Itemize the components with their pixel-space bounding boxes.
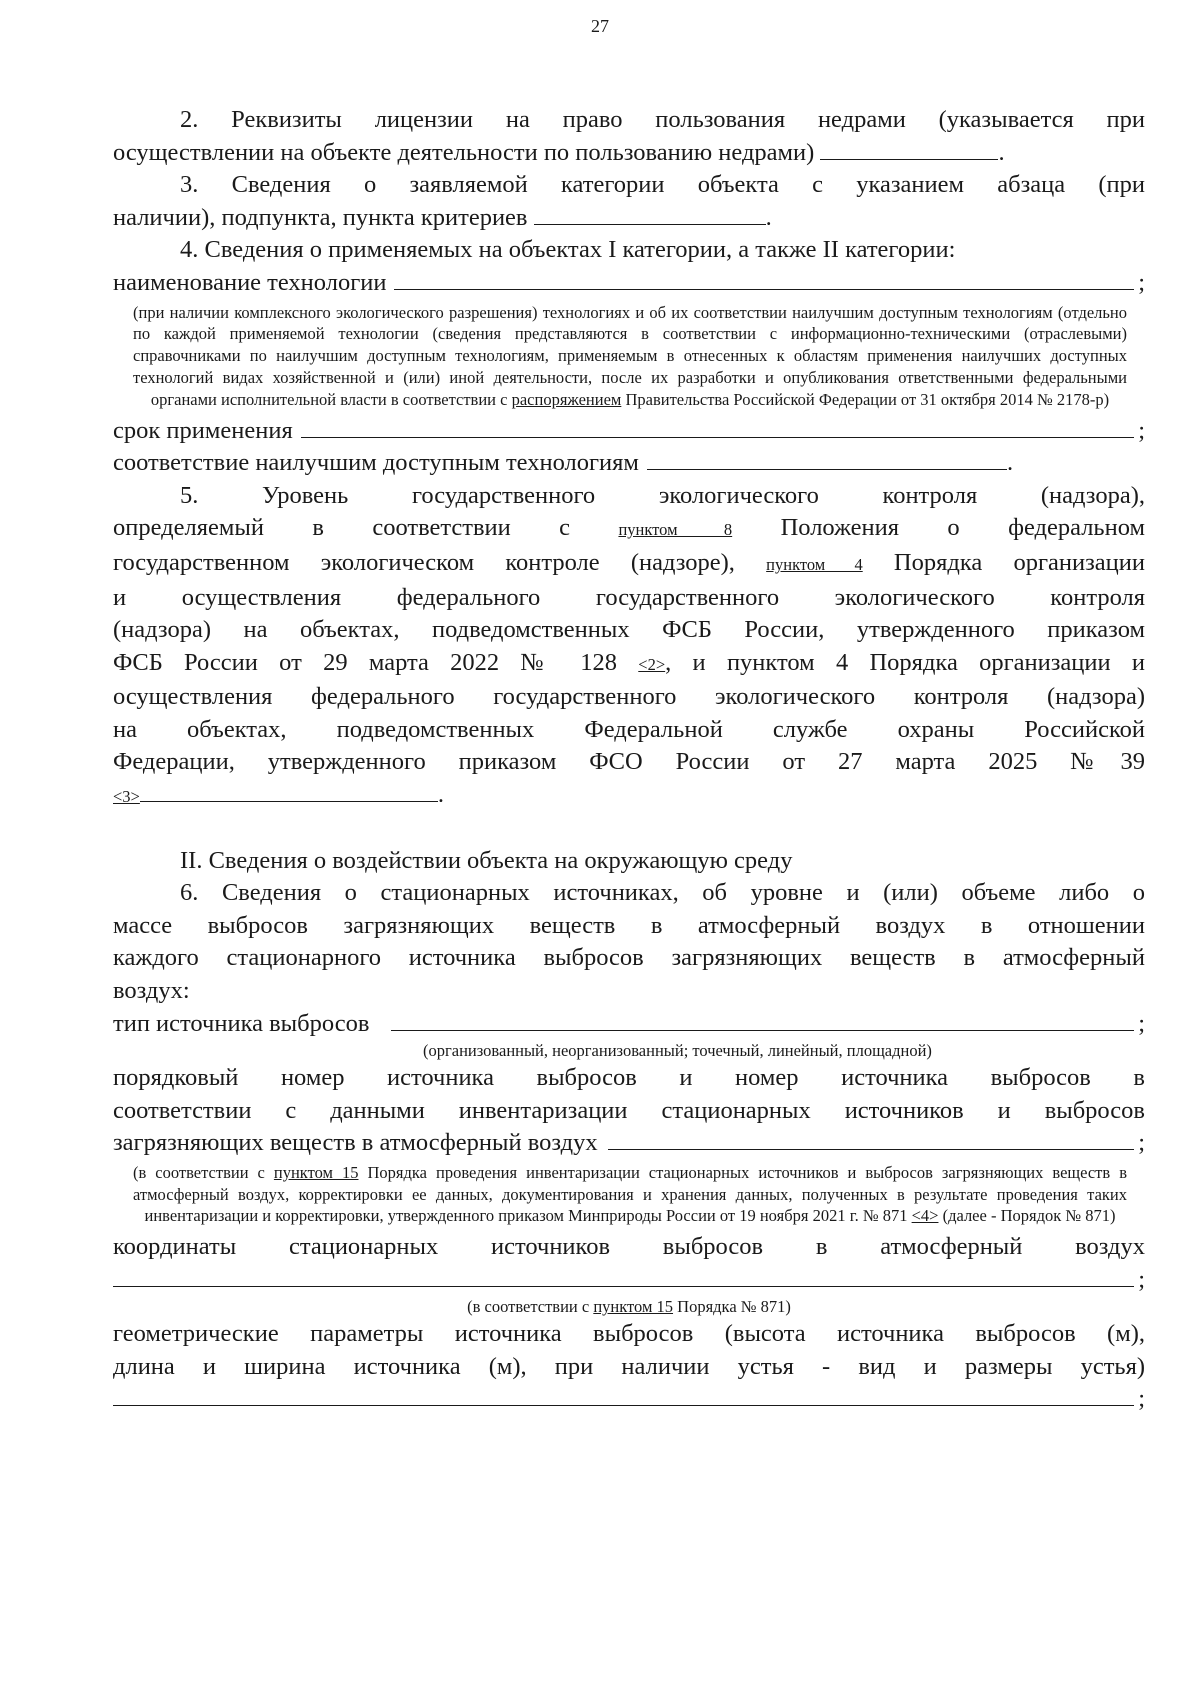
coords-point15-link[interactable]: пунктом 15 xyxy=(593,1297,674,1317)
compliance-blank[interactable] xyxy=(647,447,1007,470)
technology-note: (при наличии комплексного экологического разрешения) технологиях и об их соответствии наилучшим доступным технологиям (отдельно по каждой применяемой технологии (сведения представляются в соответствии с информационно-техническими (отраслевыми) справочниками по наилучшим доступным технологиям, применяемым в отнесенных к областям применения наилучших доступных технологий видах хозяйственной и (или) иной деятельности, после их разработки и опубликования ответственными федеральными органами исполнительной власти в соответствии с распоряжением Правительства Российской Федерации от 31 октября 2014 № 2178-р) xyxy=(133,302,1127,409)
control-level-blank[interactable] xyxy=(140,779,438,802)
coords-row: ; xyxy=(113,1264,1145,1297)
coords-note: (в соответствии с пунктом 15 Порядка № 871) xyxy=(467,1297,791,1317)
item5-line5: (надзора) на объектах, подведомственных ФСБ России, утвержденного приказом xyxy=(113,616,1145,644)
term-blank[interactable] xyxy=(301,415,1134,438)
seq-label: загрязняющих веществ в атмосферный воздух xyxy=(113,1129,598,1157)
geom-row: ; xyxy=(113,1383,1145,1416)
item6-line2: массе выбросов загрязняющих веществ в атмосферный воздух в отношении xyxy=(113,911,1145,939)
item5-line6: ФСБ России от 29 марта 2022 № 128 <2>, и пунктом 4 Порядка организации и xyxy=(113,648,1146,676)
term-label: срок применения xyxy=(113,416,293,444)
technology-row: наименование технологии ; xyxy=(113,267,1145,300)
geom-blank[interactable] xyxy=(113,1383,1134,1406)
item6-line3: каждого стационарного источника выбросов загрязняющих веществ в атмосферный xyxy=(113,944,1145,972)
item3-line2: наличии), подпункта, пункта критериев . xyxy=(113,203,772,231)
seq-note: (в соответствии с пунктом 15 Порядка проведения инвентаризации стационарных источников и выбросов загрязняющих веществ в атмосферный воздух, корректировки ее данных, документирования и хранения данных, полученных в результате проведения таких инвентаризации и корректировки, утвержденного приказом Минприроды России от 19 ноября 2021 г. № 871 <4> (далее - Порядок № 871) xyxy=(133,1162,1127,1226)
seq-line1: порядковый номер источника выбросов и номер источника выбросов в xyxy=(113,1064,1145,1092)
item6-line4: воздух: xyxy=(113,977,190,1005)
source-type-label: тип источника выбросов xyxy=(113,1009,370,1037)
ref3-link[interactable]: <3> xyxy=(113,787,140,807)
item5-line7: осуществления федерального государственного экологического контроля (надзора) xyxy=(113,683,1145,711)
item2-line2: осуществлении на объекте деятельности по пользованию недрами) . xyxy=(113,138,1005,166)
geom-line1: геометрические параметры источника выбросов (высота источника выбросов (м), xyxy=(113,1320,1145,1348)
item5-line3: государственном экологическом контроле (надзоре), пунктом 4 Порядка организации xyxy=(113,548,1145,576)
point15-link[interactable]: пунктом 15 xyxy=(273,1162,359,1182)
source-type-blank[interactable] xyxy=(391,1008,1134,1031)
compliance-row: соответствие наилучшим доступным технологиям . xyxy=(113,447,1145,480)
section2-title: II. Сведения о воздействии объекта на окружающую среду xyxy=(180,846,793,874)
item6-line1: 6. Сведения о стационарных источниках, об уровне и (или) объеме либо о xyxy=(180,879,1145,907)
ref4-link[interactable]: <4> xyxy=(911,1206,939,1226)
seq-blank[interactable] xyxy=(608,1127,1135,1150)
item5-line2: определяемый в соответствии с пунктом 8 Положения о федеральном xyxy=(113,514,1145,542)
item5-line10: <3> . xyxy=(113,781,444,809)
point8-link[interactable]: пунктом 8 xyxy=(618,520,733,540)
item3-line1: 3. Сведения о заявляемой категории объекта с указанием абзаца (при xyxy=(180,171,1145,199)
source-type-row: тип источника выбросов ; xyxy=(113,1008,1145,1041)
order-link[interactable]: распоряжением xyxy=(511,389,622,409)
item5-line4: и осуществления федерального государственного экологического контроля xyxy=(113,583,1145,611)
source-type-note: (организованный, неорганизованный; точечный, линейный, площадной) xyxy=(423,1041,932,1061)
category-blank[interactable] xyxy=(534,202,766,225)
seq-row: загрязняющих веществ в атмосферный воздух ; xyxy=(113,1127,1145,1160)
page-number: 27 xyxy=(591,16,609,36)
coords-line: координаты стационарных источников выбросов в атмосферный воздух xyxy=(113,1233,1145,1261)
technology-blank[interactable] xyxy=(394,267,1134,290)
item5-line1: 5. Уровень государственного экологического контроля (надзора), xyxy=(180,481,1145,509)
coords-blank[interactable] xyxy=(113,1264,1134,1287)
license-blank[interactable] xyxy=(820,137,998,160)
item2-line1: 2. Реквизиты лицензии на право пользования недрами (указывается при xyxy=(180,106,1145,133)
compliance-label: соответствие наилучшим доступным технологиям xyxy=(113,449,639,477)
item5-line9: Федерации, утвержденного приказом ФСО России от 27 марта 2025 №39 xyxy=(113,748,1145,776)
document-body xyxy=(113,104,1145,1416)
term-row: срок применения ; xyxy=(113,415,1145,448)
item4-line1: 4. Сведения о применяемых на объектах I категории, а также II категории: xyxy=(180,236,956,264)
seq-line2: соответствии с данными инвентаризации стационарных источников и выбросов xyxy=(113,1096,1145,1124)
ref2-link[interactable]: <2> xyxy=(638,654,666,674)
geom-line2: длина и ширина источника (м), при наличии устья - вид и размеры устья) xyxy=(113,1352,1145,1380)
point4-link[interactable]: пунктом 4 xyxy=(766,554,863,574)
item5-line8: на объектах, подведомственных Федеральной службе охраны Российской xyxy=(113,715,1145,743)
technology-label: наименование технологии xyxy=(113,268,387,296)
